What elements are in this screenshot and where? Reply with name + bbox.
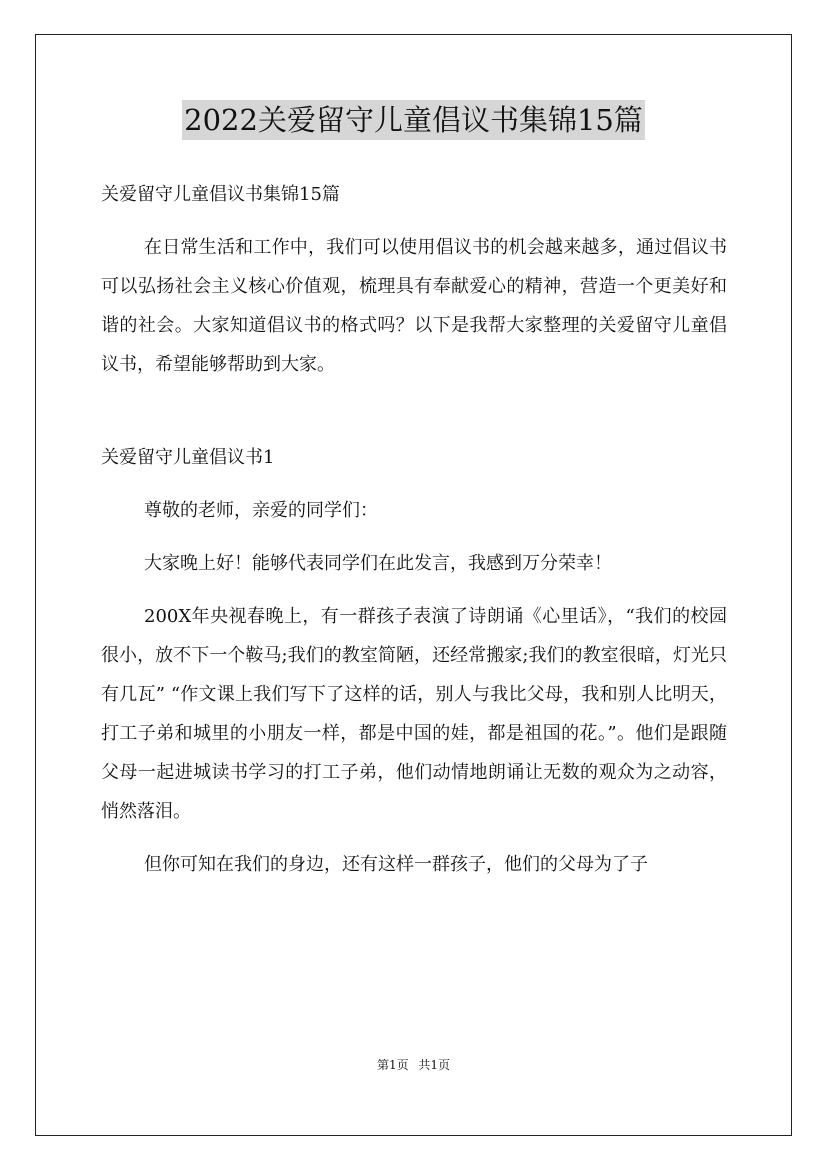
spacer: [101, 831, 727, 845]
spacer: [101, 530, 727, 544]
page-number: 第1页: [376, 1058, 409, 1072]
spacer: [101, 384, 727, 438]
document-body: [101, 175, 727, 884]
body-paragraph-1: 大家晚上好！能够代表同学们在此发言，我感到万分荣幸！: [144, 553, 612, 574]
page-footer: [0, 1057, 827, 1073]
page-total: 共1页: [418, 1058, 451, 1072]
spacer: [101, 477, 727, 491]
document-subtitle: 关爱留守儿童倡议书集锦15篇: [101, 184, 340, 205]
spacer: [101, 583, 727, 597]
spacer: [101, 214, 727, 228]
body-paragraph-3: 但你可知在我们的身边，还有这样一群孩子，他们的父母为了子: [144, 854, 648, 875]
greeting-paragraph: 尊敬的老师，亲爱的同学们：: [144, 500, 378, 521]
intro-paragraph: 在日常生活和工作中，我们可以使用倡议书的机会越来越多，通过倡议书可以弘扬社会主义核心价值观，梳理具有奉献爱心的精神，营造一个更美好和谐的社会。大家知道倡议书的格式吗？以下是我帮大家整理的关爱留守儿童倡议书，希望能够帮助到大家。: [101, 237, 727, 375]
body-paragraph-2: 200X年央视春晚上，有一群孩子表演了诗朗诵《心里话》，“我们的校园很小，放不下一个鞍马;我们的教室简陋，还经常搬家;我们的教室很暗，灯光只有几瓦” “作文课上我们写下了这样的话，别人与我比父母，我和别人比明天，打工子弟和城里的小朋友一样，都是中国的娃，都是祖国的花。”。他们是跟随父母一起进城读书学习的打工子弟，他们动情地朗诵让无数的观众为之动容，悄然落泪。: [101, 606, 727, 822]
document-title: 2022关爱留守儿童倡议书集锦15篇: [182, 100, 645, 140]
section-heading: 关爱留守儿童倡议书1: [101, 447, 275, 468]
title-container: [0, 100, 827, 140]
